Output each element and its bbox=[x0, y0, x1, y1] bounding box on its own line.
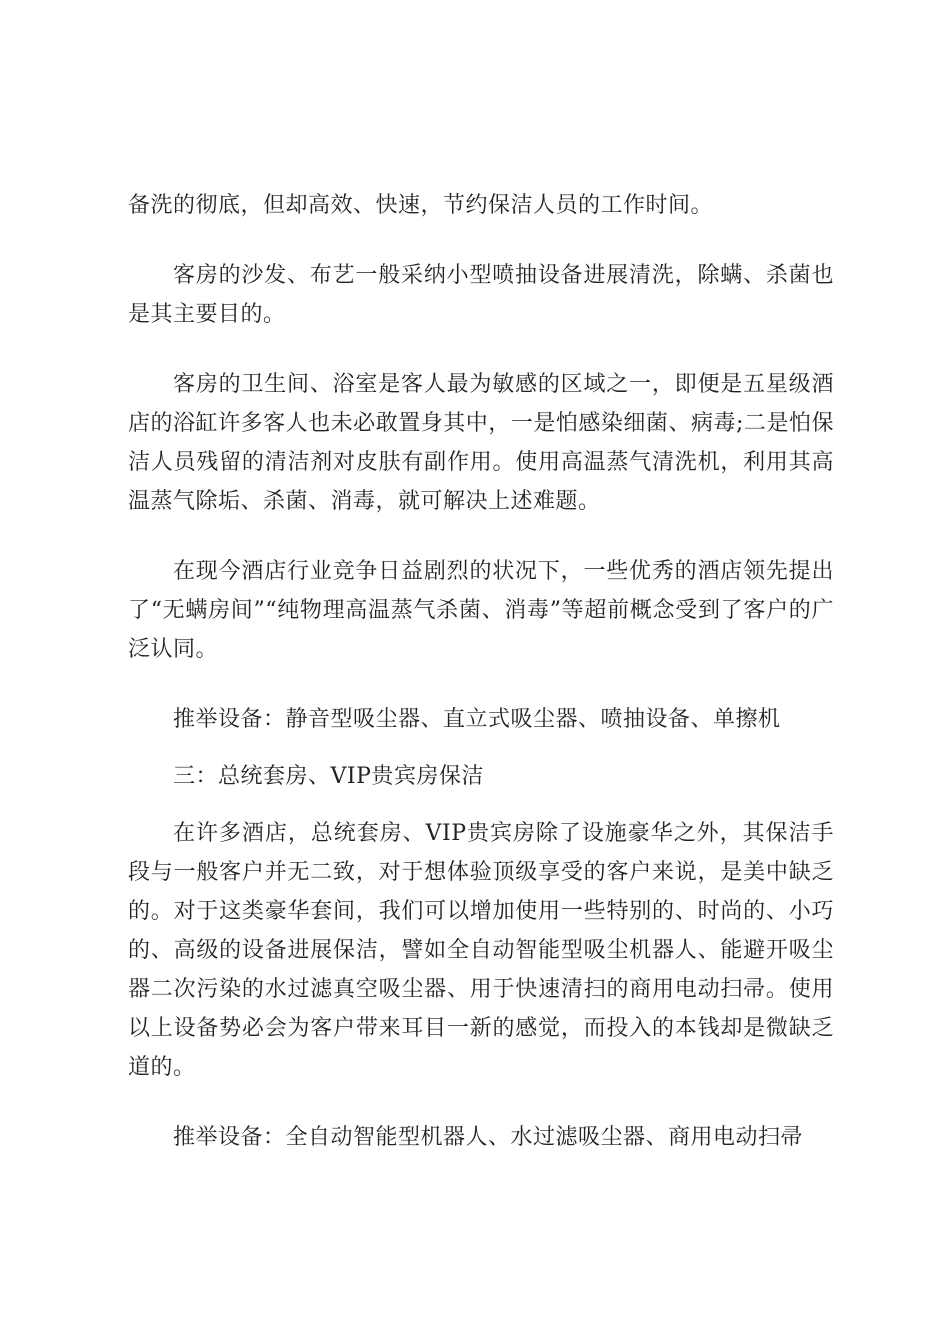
paragraph-bathroom-cleaning: 客房的卫生间、浴室是客人最为敏感的区域之一，即便是五星级酒店的浴缸许多客人也未必敢置身其中，一是怕感染细菌、病毒;二是怕保洁人员残留的清洁剂对皮肤有副作用。使用高温蒸气清洗机，利用其高温蒸气除垢、杀菌、消毒，就可解决上述难题。 bbox=[128, 372, 834, 514]
recommended-equipment-1: 推举设备：静音型吸尘器、直立式吸尘器、喷抽设备、单擦机 bbox=[173, 707, 781, 732]
recommended-equipment-2: 推举设备：全自动智能型机器人、水过滤吸尘器、商用电动扫帚 bbox=[173, 1125, 804, 1150]
paragraph-sofa-cleaning: 客房的沙发、布艺一般采纳小型喷抽设备进展清洗，除螨、杀菌也是其主要目的。 bbox=[128, 263, 834, 327]
paragraph-industry-competition: 在现今酒店行业竞争日益剧烈的状况下，一些优秀的酒店领先提出了“无螨房间”“纯物理高温蒸气杀菌、消毒”等超前概念受到了客户的广泛认同。 bbox=[128, 559, 834, 662]
paragraph-continuation: 备洗的彻底，但却高效、快速，节约保洁人员的工作时间。 bbox=[128, 193, 714, 218]
paragraph-presidential-suite: 在许多酒店，总统套房、VIP贵宾房除了设施豪华之外，其保洁手段与一般客户并无二致，对于想体验顶级享受的客户来说，是美中缺乏的。对于这类豪华套间，我们可以增加使用一些特别的、时尚的、小巧的、高级的设备进展保洁，譬如全自动智能型吸尘机器人、能避开吸尘器二次污染的水过滤真空吸尘器、用于快速清扫的商用电动扫帚。使用以上设备势必会为客户带来耳目一新的感觉，而投入的本钱却是微缺乏道的。 bbox=[128, 821, 834, 1080]
document-body bbox=[128, 186, 834, 1157]
section-heading-presidential-suite: 三：总统套房、VIP贵宾房保洁 bbox=[173, 764, 484, 789]
